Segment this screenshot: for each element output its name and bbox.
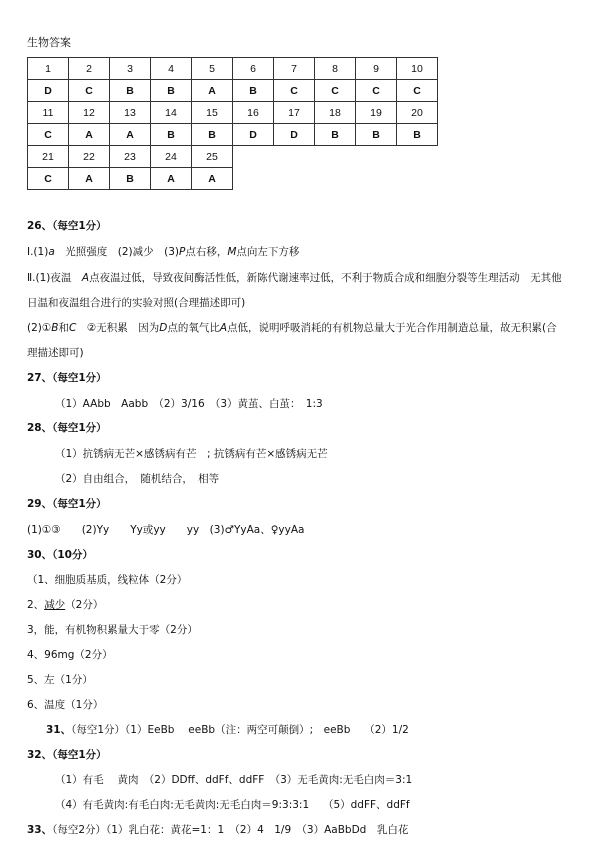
question-number-cell: 6 [233, 58, 274, 80]
q30-l2c: （2分） [65, 599, 104, 611]
question-number-cell: 5 [192, 58, 233, 80]
q26-l4h: A [219, 322, 228, 334]
q26-heading [27, 218, 107, 233]
answer-cell: A [69, 124, 110, 146]
question-number-cell: 13 [110, 102, 151, 124]
question-number-cell: 20 [397, 102, 438, 124]
q30-answer-5: 5、左（1分） [27, 674, 93, 686]
q26-l1f: M [227, 246, 237, 258]
question-number-cell: 17 [274, 102, 315, 124]
page-title: 生物答案 [27, 36, 71, 49]
q30-answer-1: （1、细胞质基质，线粒体（2分） [27, 574, 188, 586]
answer-cell: D [274, 124, 315, 146]
q26-part2-line1 [27, 270, 562, 285]
q26-l1a: Ⅰ.(1) [27, 246, 49, 258]
q26-head-text: 26、（每空1分） [27, 220, 107, 232]
question-number-cell: 10 [397, 58, 438, 80]
answer-cell: B [151, 80, 192, 102]
q29-heading: 29、（每空1分） [27, 498, 107, 510]
q33-answer: （每空2分）（1）乳白花：黄花=1：1 （2）4 1/9 （3）AaBbDd 乳白花 [52, 824, 409, 836]
question-number-cell: 23 [110, 146, 151, 168]
q27-heading: 27、（每空1分） [27, 372, 107, 384]
answer-cell: A [151, 168, 192, 190]
question-number-cell: 4 [151, 58, 192, 80]
q26-l4d: C [69, 322, 77, 334]
q31-line [46, 722, 409, 737]
question-number-cell: 14 [151, 102, 192, 124]
question-number-cell: 19 [356, 102, 397, 124]
answer-cell: B [110, 80, 151, 102]
q33-line [27, 822, 408, 837]
q32-heading: 32、（每空1分） [27, 749, 107, 761]
empty-cell [315, 168, 356, 190]
empty-cell [356, 146, 397, 168]
q31-head: 31、 [46, 724, 72, 736]
answer-cell: C [397, 80, 438, 102]
question-number-cell: 24 [151, 146, 192, 168]
empty-cell [233, 168, 274, 190]
empty-cell [356, 168, 397, 190]
empty-cell [315, 146, 356, 168]
q26-l2c: 点夜温过低，导致夜间酶活性低，新陈代谢速率过低，不利于物质合成和细胞分裂等生理活动 无其他 [89, 272, 562, 284]
q28-answer-1: （1）抗锈病无芒×感锈病有芒 ; 抗锈病有芒×感锈病无芒 [55, 448, 328, 460]
question-number-cell: 15 [192, 102, 233, 124]
q32-answer-2: （4）有毛黄肉:有毛白肉:无毛黄肉:无毛白肉＝9:3:3:1 （5）ddFF、ddFf [55, 799, 410, 811]
table-row-answers [28, 168, 438, 190]
q26-l4f: D [159, 322, 168, 334]
question-number-cell: 12 [69, 102, 110, 124]
q26-part2-line2: 日温和夜温组合进行的实验对照(合理描述即可) [27, 297, 246, 309]
q32-answer-1: （1）有毛 黄肉 （2）DDff、ddFf、ddFF （3）无毛黄肉:无毛白肉＝3:1 [55, 774, 413, 786]
question-number-cell: 16 [233, 102, 274, 124]
q26-part2-line3 [27, 320, 557, 335]
q26-l4e: ②无积累 因为 [76, 322, 160, 334]
answer-cell: A [192, 168, 233, 190]
q26-l2b: A [81, 272, 90, 284]
q26-l1b: a [48, 246, 55, 258]
q30-heading: 30、（10分） [27, 549, 93, 561]
answer-cell: C [69, 80, 110, 102]
question-number-cell: 7 [274, 58, 315, 80]
answer-cell: A [110, 124, 151, 146]
q30-l2b: 减少 [44, 599, 66, 611]
answer-cell: D [233, 124, 274, 146]
answer-cell: C [315, 80, 356, 102]
answer-cell: A [192, 80, 233, 102]
q30-answer-3: 3，能，有机物积累量大于零（2分） [27, 624, 198, 636]
question-number-cell: 1 [28, 58, 69, 80]
q27-answer: （1）AAbb Aabb （2）3/16 （3）黄茧、白茧： 1:3 [55, 398, 323, 410]
answer-cell: B [233, 80, 274, 102]
q26-l2a: Ⅱ.(1)夜温 [27, 272, 82, 284]
question-number-cell: 18 [315, 102, 356, 124]
question-number-cell: 21 [28, 146, 69, 168]
empty-cell [397, 168, 438, 190]
empty-cell [233, 146, 274, 168]
question-number-cell: 3 [110, 58, 151, 80]
answer-cell: C [28, 124, 69, 146]
q30-answer-6: 6、温度（1分） [27, 699, 104, 711]
q26-l1e: 点右移， [185, 246, 228, 258]
empty-cell [274, 146, 315, 168]
q28-answer-2: （2）自由组合， 随机结合， 相等 [55, 473, 220, 485]
question-number-cell: 22 [69, 146, 110, 168]
question-number-cell: 8 [315, 58, 356, 80]
q31-answer: （每空1分）（1）EeBb eeBb（注：两空可颠倒）; eeBb （2）1/2 [71, 724, 409, 736]
q30-answer-2 [27, 597, 103, 612]
q29-answer: (1)①③ (2)Yy Yy或yy yy (3)♂YyAa、♀yyAa [27, 524, 305, 536]
table-row-numbers [28, 146, 438, 168]
empty-cell [397, 146, 438, 168]
question-number-cell: 9 [356, 58, 397, 80]
question-number-cell: 2 [69, 58, 110, 80]
answer-cell: B [315, 124, 356, 146]
q26-l1c: 光照强度 (2)减少 (3) [54, 246, 179, 258]
empty-cell [274, 168, 315, 190]
answer-cell: B [356, 124, 397, 146]
q26-part2-line4: 理描述即可) [27, 347, 84, 359]
answer-cell: D [28, 80, 69, 102]
q26-l4a: (2)① [27, 322, 52, 334]
table-row-answers [28, 80, 438, 102]
q26-l4b: B [51, 322, 59, 334]
q26-l1g: 点向左下方移 [236, 246, 300, 258]
answer-cell: A [69, 168, 110, 190]
answer-cell: B [397, 124, 438, 146]
answer-cell: B [110, 168, 151, 190]
answer-cell: B [151, 124, 192, 146]
answer-cell: C [274, 80, 315, 102]
q26-l4g: 点的氧气比 [167, 322, 220, 334]
answer-table [27, 57, 438, 190]
q28-heading: 28、（每空1分） [27, 422, 107, 434]
q30-l2a: 2、 [27, 599, 45, 611]
table-row-numbers [28, 102, 438, 124]
q33-head: 33、 [27, 824, 53, 836]
answer-cell: B [192, 124, 233, 146]
q26-l4i: 点低，说明呼吸消耗的有机物总量大于光合作用制造总量，故无积累(合 [227, 322, 557, 334]
question-number-cell: 25 [192, 146, 233, 168]
table-row-numbers [28, 58, 438, 80]
answer-cell: C [28, 168, 69, 190]
answer-cell: C [356, 80, 397, 102]
q30-answer-4: 4、96mg（2分） [27, 649, 113, 661]
q26-l4c: 和 [58, 322, 70, 334]
q26-l1d: P [179, 246, 186, 258]
q26-part1 [27, 244, 299, 259]
question-number-cell: 11 [28, 102, 69, 124]
table-row-answers [28, 124, 438, 146]
